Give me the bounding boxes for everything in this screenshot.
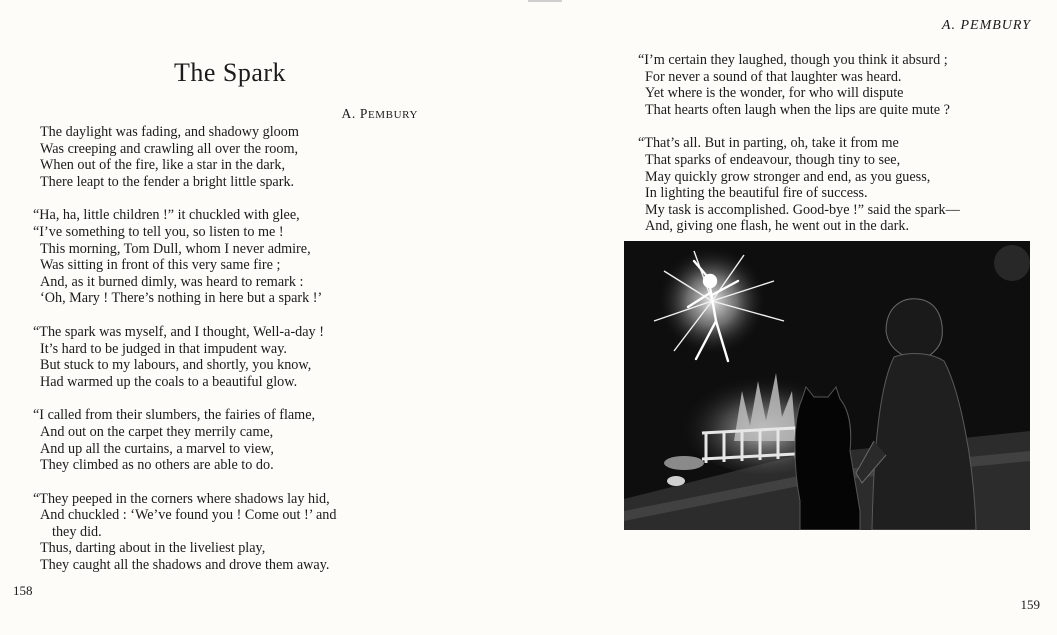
poem-line: they did.	[52, 523, 102, 540]
page-number-right: 159	[1020, 597, 1040, 612]
stanza-1	[40, 124, 336, 190]
author-initial: A. P	[341, 106, 368, 121]
poem-line: For never a sound of that laughter was heard.	[645, 68, 902, 85]
poem-line: And, as it burned dimly, was heard to remark :	[40, 273, 304, 290]
poem-line: It’s hard to be judged in that impudent way.	[40, 340, 287, 357]
left-poem-body	[33, 124, 337, 591]
poem-line: There leapt to the fender a bright little spark.	[40, 173, 295, 190]
poem-line: But stuck to my labours, and shortly, you know,	[40, 357, 312, 374]
poem-line: And chuckled : ‘We’ve found you ! Come out !’ and	[40, 507, 337, 524]
ember-piece	[667, 476, 685, 486]
poem-line: That hearts often laugh when the lips are quite mute ?	[645, 101, 950, 118]
poem-line: Was sitting in front of this very same fire ;	[40, 257, 281, 274]
poem-title: The Spark	[173, 58, 287, 87]
stanza-2	[33, 207, 336, 307]
poem-line: “I’m certain they laughed, though you think it absurd ;	[638, 52, 948, 68]
poem-line: And out on the carpet they merrily came,	[40, 423, 274, 440]
poem-line: “The spark was myself, and I thought, Well-a-day !	[33, 323, 324, 340]
coal-log	[664, 456, 704, 470]
poem-line: “Ha, ha, little children !” it chuckled with glee,	[33, 207, 300, 224]
poem-line: Yet where is the wonder, for who will dispute	[645, 85, 904, 102]
poem-line: When out of the fire, like a star in the dark,	[40, 157, 286, 174]
poem-line: “That’s all. But in parting, oh, take it from me	[638, 135, 899, 152]
poem-line: That sparks of endeavour, though tiny to see,	[645, 151, 901, 168]
poem-line: Had warmed up the coals to a beautiful glow.	[40, 373, 298, 390]
author-rest: EMBURY	[367, 109, 418, 121]
poem-line: And up all the curtains, a marvel to view,	[40, 440, 274, 457]
moon-lamp-shape	[994, 245, 1030, 281]
illustration-art	[624, 241, 1030, 530]
stanza-7	[638, 135, 960, 235]
poem-line: This morning, Tom Dull, whom I never admire,	[40, 240, 311, 257]
poem-line: Was creeping and crawling all over the room,	[40, 140, 299, 157]
stanza-4	[33, 407, 336, 474]
stanza-3	[33, 323, 336, 390]
poem-line: May quickly grow stronger and end, as you guess,	[645, 168, 931, 185]
poem-line: And, giving one flash, he went out in the dark.	[645, 218, 909, 235]
running-head: A. PEMBURY	[941, 18, 1031, 33]
page-number-left: 158	[13, 583, 33, 598]
poem-line: They climbed as no others are able to do.	[40, 457, 274, 474]
left-page	[0, 0, 528, 635]
poem-line: “They peeped in the corners where shadows lay hid,	[33, 490, 330, 507]
poem-author	[342, 106, 418, 122]
poem-line: “I’ve something to tell you, so listen to me !	[33, 223, 284, 240]
poem-line: Thus, darting about in the liveliest play,	[40, 540, 266, 557]
poem-line: My task is accomplished. Good-bye !” said the spark—	[645, 201, 960, 218]
stanza-6	[638, 52, 960, 118]
poem-line: They caught all the shadows and drove them away.	[40, 557, 330, 574]
right-poem-body	[638, 52, 960, 252]
stanza-5	[33, 490, 337, 574]
poem-line: The daylight was fading, and shadowy gloom	[40, 124, 299, 140]
illustration-fireplace-spark	[624, 241, 1030, 530]
poem-line: In lighting the beautiful fire of success.	[645, 185, 868, 202]
poem-line: “I called from their slumbers, the fairies of flame,	[33, 407, 316, 424]
poem-line: ‘Oh, Mary ! There’s nothing in here but a spark !’	[40, 290, 323, 307]
